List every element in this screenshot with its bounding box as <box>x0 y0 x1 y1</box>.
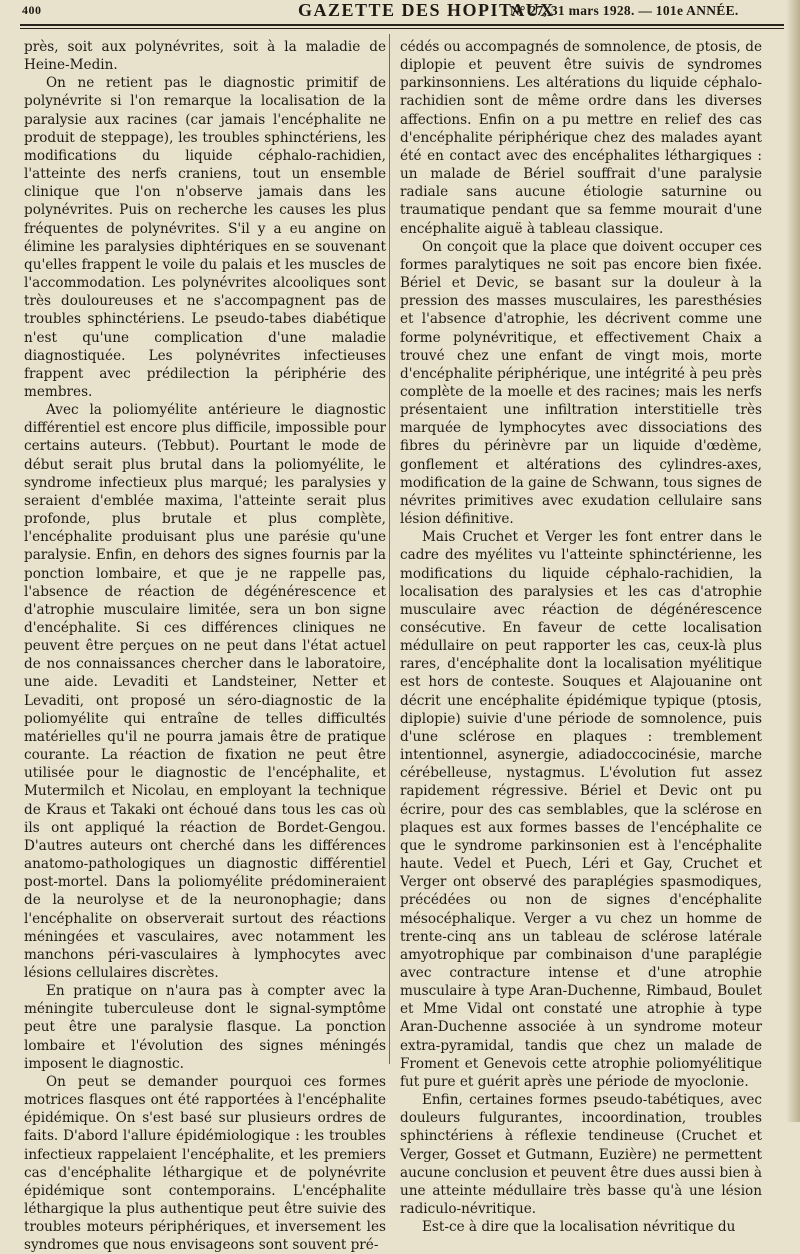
paragraph: Enfin, certaines formes pseudo-tabétiques, avec douleurs fulgurantes, incoordination, troubles sphinctériens à réflexie tendineuse (Cruchet et Verger, Gosset et Gutmann, Euzière) ne permettent aucune conclusion et peuvent être dues aussi bien à une atteinte médullaire très basse qu'à une lésion radiculo-névritique. <box>400 1092 762 1217</box>
paragraph: près, soit aux polynévrites, soit à la maladie de Heine-Medin. <box>24 39 386 74</box>
paragraph: On peut se demander pourquoi ces formes motrices flasques ont été rapportées à l'encéphalite épidémique. On s'est basé sur plusieurs ordres de faits. D'abord l'allure épidémiologique : les troubles infectieux rappelaient l'encéphalite, et les premiers cas d'encéphalite léthargique et de polynévrite épidémique sont contemporains. L'encéphalite léthargique la plus authentique peut être suivie des troubles moteurs périphériques, et inversement les syndromes que nous envisageons sont souvent pré- <box>24 1073 386 1254</box>
column-divider <box>389 34 390 1064</box>
paragraph: On ne retient pas le diagnostic primitif de polynévrite si l'on remarque la localisation de la paralysie aux racines (car jamais l'encéphalite ne produit de steppage), les troubles sphinctériens, les modifications du liquide céphalo-rachidien, l'atteinte des nerfs craniens, tout un ensemble clinique que l'on n'observe jamais dans les polynévrites. Puis on recherche les causes les plus fréquentes de polynévrites. S'il y a eu angine on élimine les paralysies diphtériques en se souvenant qu'elles frappent le voile du palais et les muscles de l'accommodation. Les polynévrites alcooliques sont très douloureuses et ne s'accompagnent pas de troubles sphinctériens. Le pseudo-tabes diabétique n'est qu'une complication d'une maladie diagnostiquée. Les polynévrites infectieuses frappent avec prédilection la périphérie des membres. <box>24 75 386 400</box>
journal-title: GAZETTE DES HOPITAUX <box>298 0 555 20</box>
header-rule-thick <box>20 24 784 26</box>
paragraph: Est-ce à dire que la localisation névritique du <box>422 1219 736 1236</box>
paragraph: Avec la poliomyélite antérieure le diagnostic différentiel est encore plus difficile, impossible pour certains auteurs. (Tebbut). Pourtant le mode de début serait plus brutal dans la poliomyélite, le syndrome infectieux plus marqué; les paralysies y seraient d'emblée maxima, l'atteinte serait plus profonde, plus brutale et plus complète, l'encéphalite produisant plus une parésie qu'une paralysie. Enfin, en dehors des signes fournis par la ponction lombaire, et que je ne rappelle pas, l'absence de réaction de dégénérescence et d'atrophie musculaire limitée, sera un bon signe d'encéphalite. Si ces différences cliniques ne peuvent être perçues on ne peut dans l'état actuel de nos connaissances chercher dans le laboratoire, une aide. Levaditi et Landsteiner, Netter et Levaditi, ont proposé un séro-diagnostic de la poliomyélite qui entraîne de telles difficultés matérielles qu'il ne pourra jamais être de pratique courante. La réaction de fixation ne peut être utilisée pour le diagnostic de l'encéphalite, et Mutermilch et Nicolau, en employant la technique de Kraus et Takaki ont échoué dans tous les cas où ils ont appliqué la réaction de Bordet-Gengou. D'autres auteurs ont cherché dans les différences anatomo-pathologiques un diagnostic différentiel post-mortel. Dans la poliomyélite prédomineraient de la neurolyse et de la neuronophagie; dans l'encéphalite on observerait surtout des réactions méningées et vasculaires, avec notamment les manchons péri-vasculaires à lymphocytes avec lésions cellulaires discrètes. <box>24 402 386 981</box>
page-number: 400 <box>22 3 42 17</box>
paragraph: Mais Cruchet et Verger les font entrer dans le cadre des myélites vu l'atteinte sphinctérienne, les modifications du liquide céphalo-rachidien, la localisation des paralysies et les cas d'atrophie musculaire avec réaction de dégénérescence consécutive. En faveur de cette localisation médullaire on peut rapporter les cas, ceux-là plus rares, d'encéphalite dont la localisation myélitique est hors de conteste. Souques et Alajouanine ont décrit une encéphalite épidémique typique (ptosis, diplopie) suivie d'une période de somnolence, puis d'une sclérose en plaques : tremblement intentionnel, asynergie, adiadoccocinésie, marche cérébelleuse, nystagmus. L'évolution fut assez rapidement régressive. Bériel et Devic ont pu écrire, pour des cas semblables, que la sclérose en plaques est aux formes basses de l'encéphalite ce que le syndrome parkinsonien est à l'encéphalite haute. Vedel et Puech, Léri et Gay, Cruchet et Verger ont observé des paraplégies spasmodiques, précédées ou non de signes d'encéphalite mésocéphalique. Verger a vu chez un homme de trente-cinq ans un tableau de sclérose latérale amyotrophique par combinaison d'une paraplégie avec contracture intense et d'une atrophie musculaire à type Aran-Duchenne, Rimbaud, Boulet et Mme Vidal ont constaté une atrophie à type Aran-Duchenne associée à un syndrome moteur extra-pyramidal, tandis que chez un malade de Froment et Genevois cette atrophie poliomyélitique fut pure et guérit après une période de myoclonie. <box>400 529 762 1090</box>
left-column <box>24 38 386 1254</box>
running-header <box>0 0 800 22</box>
issue-info: N° 27, 31 mars 1928. — 101e ANNÉE. <box>510 3 739 18</box>
right-column <box>400 38 762 1236</box>
page-edge-shadow <box>786 0 800 1122</box>
header-rule-thin <box>20 28 784 29</box>
paragraph: En pratique on n'aura pas à compter avec la méningite tuberculeuse dont le signal-symptôme peut être une paralysie flasque. La ponction lombaire et l'évolution des signes méningés imposent le diagnostic. <box>24 983 386 1072</box>
paragraph: On conçoit que la place que doivent occuper ces formes paralytiques ne soit pas encore bien fixée. Bériel et Devic, se basant sur la douleur à la pression des masses musculaires, les paresthésies et l'absence d'atrophie, les décrivent comme une forme polynévritique, et effectivement Chaix a trouvé chez une enfant de vingt mois, morte d'encéphalite périphérique, une intégrité à peu près complète de la moelle et des racines; mais les nerfs présentaient une infiltration interstitielle très marquée de lymphocytes avec dissociations des fibres du périnèvre par un liquide d'œdème, gonflement et altérations des cylindres-axes, modification de la gaine de Schwann, tous signes de névrites primitives avec exudation cellulaire sans lésion définitive. <box>400 238 762 528</box>
paragraph: cédés ou accompagnés de somnolence, de ptosis, de diplopie et peuvent être suivis de syndromes parkinsonniens. Les altérations du liquide céphalo-rachidien sont de même ordre dans les diverses affections. Enfin on a pu mettre en relief des cas d'encéphalite périphérique chez des malades ayant été en contact avec des encéphalites léthargiques : un malade de Bériel souffrait d'une paralysie radiale sans aucune étiologie saturnine ou traumatique pendant que sa femme mourait d'une encéphalite aiguë à tableau classique. <box>400 39 762 237</box>
